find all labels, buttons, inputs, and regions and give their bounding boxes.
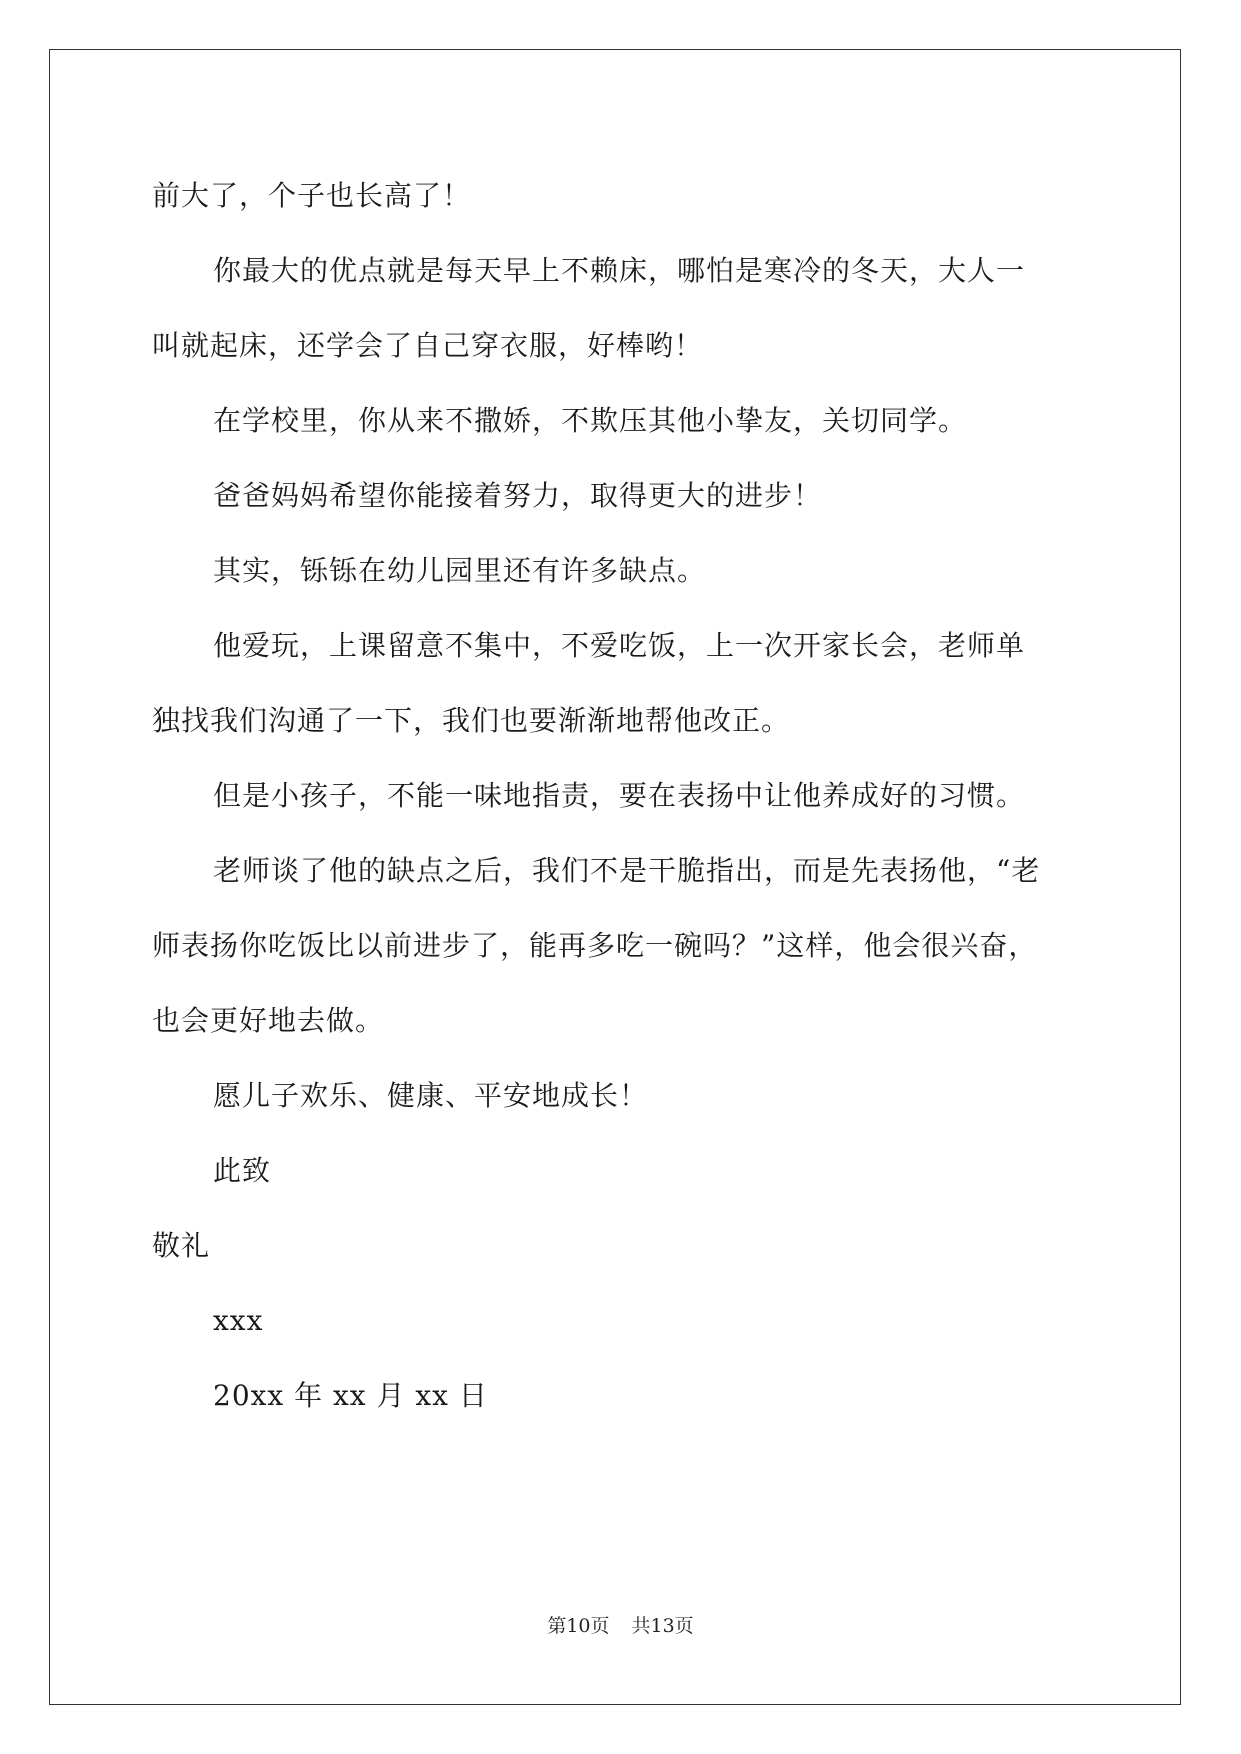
signature: xxx: [213, 1304, 264, 1337]
text-line-13: 愿儿子欢乐、健康、平安地成长！: [213, 1079, 649, 1112]
text-line-5: 爸爸妈妈希望你能接着努力，取得更大的进步！: [213, 479, 823, 512]
page-total: 共13页: [631, 1615, 694, 1637]
text-line-11: 师表扬你吃饭比以前进步了，能再多吃一碗吗？”这样，他会很兴奋，: [152, 929, 1038, 962]
letter-date: 20xx 年 xx 月 xx 日: [213, 1379, 488, 1412]
text-line-3: 叫就起床，还学会了自己穿衣服，好棒哟！: [152, 329, 704, 362]
letter-body: [152, 158, 1092, 1433]
page-footer: [0, 1614, 1241, 1638]
text-line-6: 其实，铄铄在幼儿园里还有许多缺点。: [213, 554, 707, 587]
text-line-10: 老师谈了他的缺点之后，我们不是干脆指出，而是先表扬他，“老: [213, 854, 1041, 887]
text-line-12: 也会更好地去做。: [152, 1004, 385, 1037]
closing-salutation: 此致: [213, 1154, 272, 1187]
text-line-1: 前大了，个子也长高了！: [152, 179, 472, 212]
text-line-9: 但是小孩子，不能一味地指责，要在表扬中让他养成好的习惯。: [213, 779, 1026, 812]
text-line-7: 他爱玩，上课留意不集中，不爱吃饭，上一次开家长会，老师单: [213, 629, 1026, 662]
text-line-8: 独找我们沟通了一下，我们也要渐渐地帮他改正。: [152, 704, 791, 737]
text-line-4: 在学校里，你从来不撒娇，不欺压其他小挚友，关切同学。: [213, 404, 968, 437]
page-current: 第10页: [547, 1615, 610, 1637]
closing-regards: 敬礼: [152, 1229, 211, 1262]
text-line-2: 你最大的优点就是每天早上不赖床，哪怕是寒冷的冬天，大人一: [213, 254, 1026, 287]
